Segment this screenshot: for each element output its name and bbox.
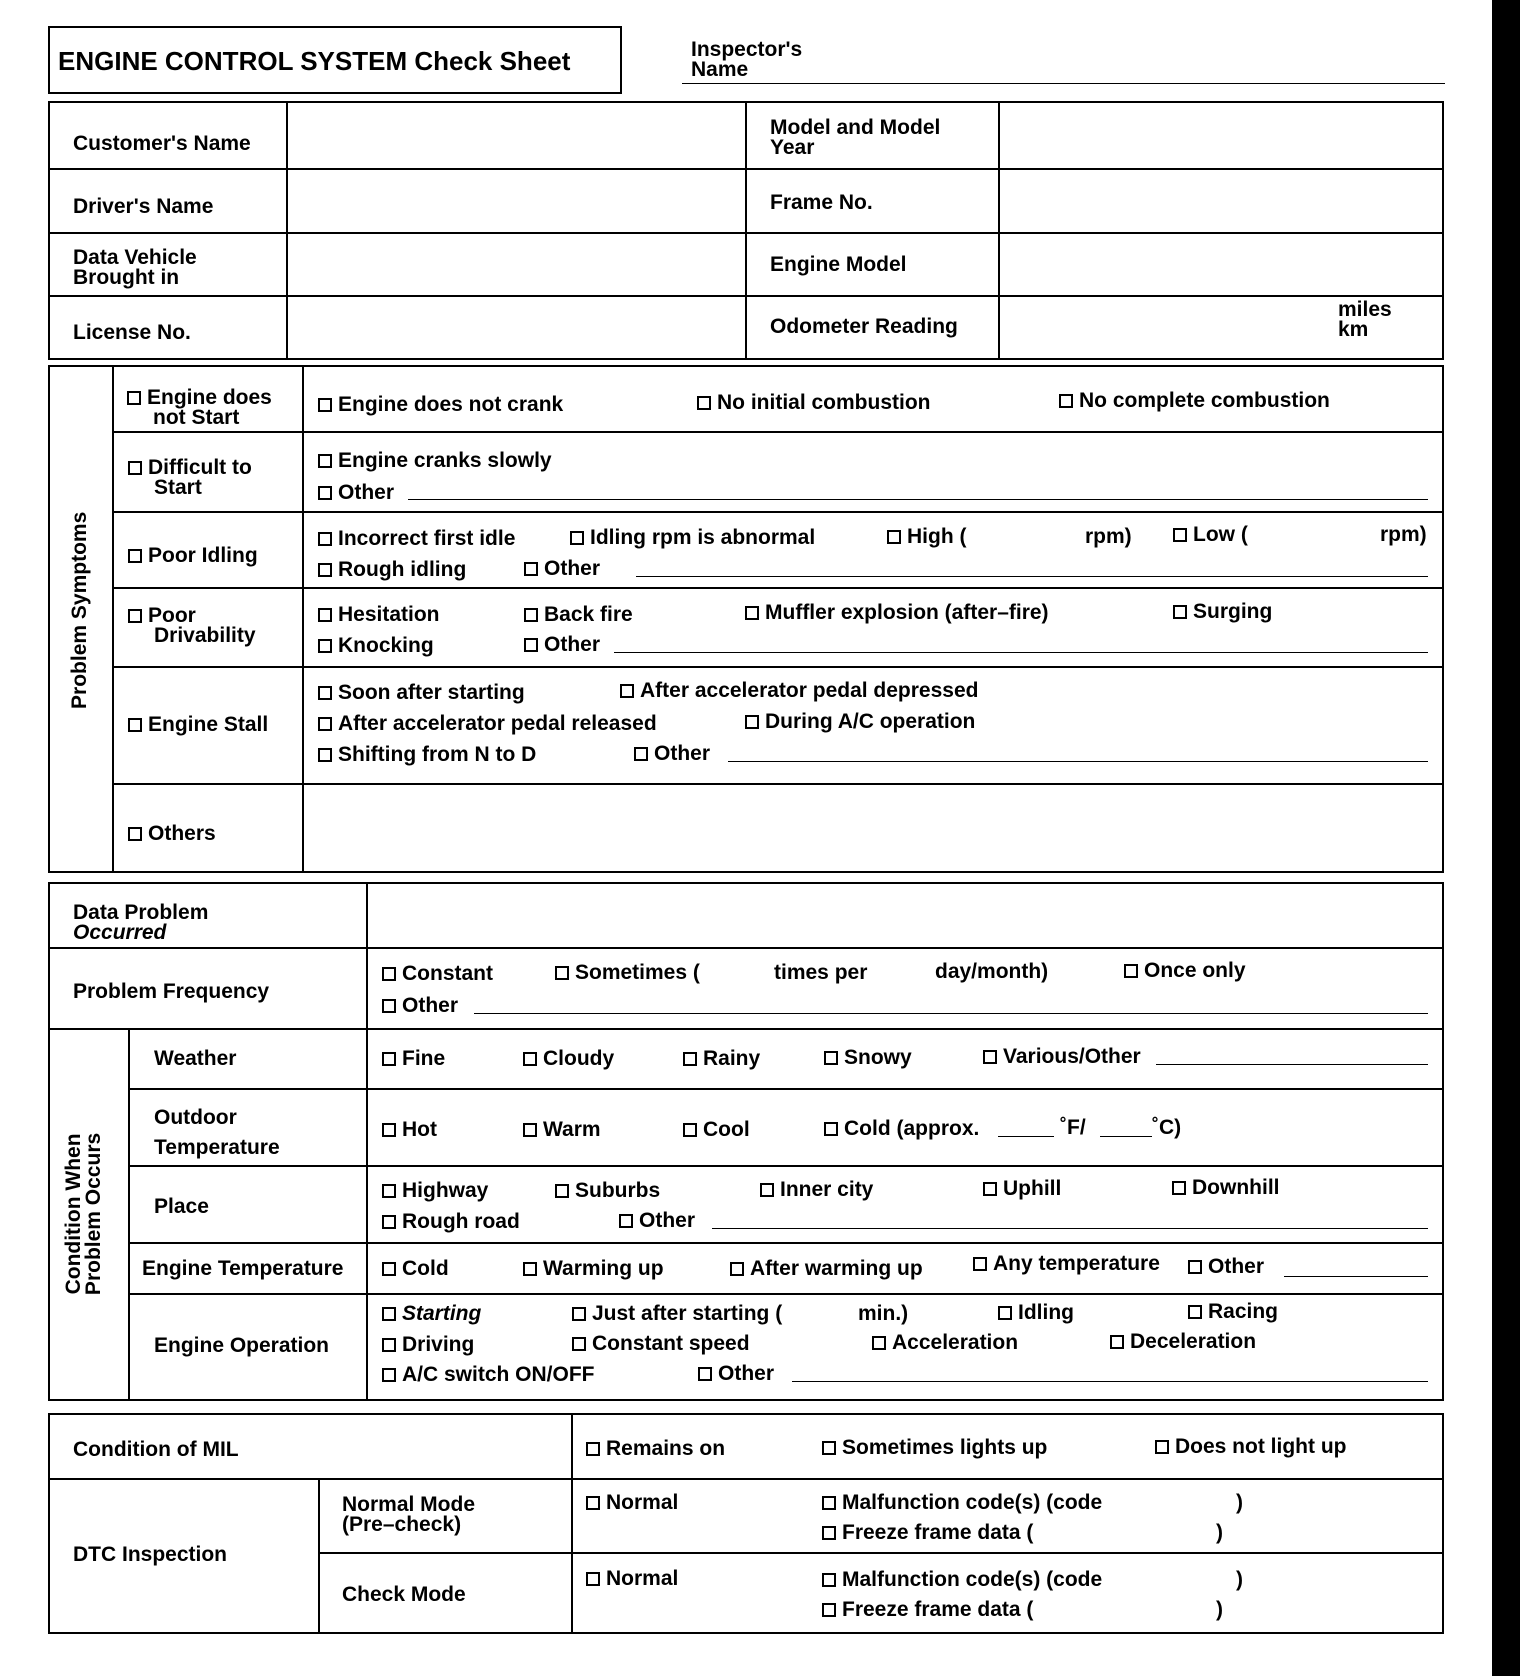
times-per-label: times per: [774, 961, 868, 984]
min-label: min.): [858, 1302, 909, 1325]
knocking-checkbox[interactable]: Knocking: [318, 635, 434, 656]
others-checkbox[interactable]: Others: [128, 823, 216, 844]
does-not-light-up-checkbox[interactable]: Does not light up: [1155, 1436, 1346, 1457]
highway-checkbox[interactable]: Highway: [382, 1180, 488, 1201]
drivers-name-label: Driver's Name: [73, 195, 214, 218]
no-complete-combustion-checkbox[interactable]: No complete combustion: [1059, 390, 1330, 411]
rough-idling-checkbox[interactable]: Rough idling: [318, 559, 466, 580]
condition-of-mil-label: Condition of MIL: [73, 1438, 239, 1461]
difficult-start-other-field[interactable]: [408, 499, 1428, 500]
after-pedal-depressed-checkbox[interactable]: After accelerator pedal depressed: [620, 680, 978, 701]
back-fire-checkbox[interactable]: Back fire: [524, 604, 633, 625]
poor-drivability-other-checkbox[interactable]: Other: [524, 634, 600, 655]
day-month-label: day/month): [935, 960, 1049, 983]
engine-stall-other-field[interactable]: [728, 761, 1428, 762]
problem-frequency-label: Problem Frequency: [73, 980, 270, 1003]
deg-f-label: ˚F/: [1060, 1116, 1086, 1139]
license-no-label: License No.: [73, 321, 191, 344]
engine-stall-checkbox[interactable]: Engine Stall: [128, 714, 268, 735]
poor-idling-other-field[interactable]: [636, 576, 1428, 577]
engine-does-not-start-checkbox[interactable]: Engine does not Start: [127, 388, 272, 428]
engine-temp-other-checkbox[interactable]: Other: [1188, 1256, 1264, 1277]
check-mode-label: Check Mode: [342, 1583, 466, 1606]
difficult-start-other-checkbox[interactable]: Other: [318, 482, 394, 503]
engine-does-not-crank-checkbox[interactable]: Engine does not crank: [318, 394, 563, 415]
low-rpm-unit: rpm): [1380, 523, 1427, 546]
low-rpm-checkbox[interactable]: Low (: [1173, 524, 1248, 545]
weather-label: Weather: [154, 1047, 237, 1070]
inspector-label: Inspector's Name: [691, 38, 803, 81]
cold-approx-checkbox[interactable]: Cold (approx.: [824, 1118, 979, 1139]
check-mode-malfunction-checkbox[interactable]: Malfunction code(s) (code: [822, 1569, 1102, 1590]
dtc-inspection-label: DTC Inspection: [73, 1543, 228, 1566]
cool-checkbox[interactable]: Cool: [683, 1119, 750, 1140]
check-mode-freeze-frame-checkbox[interactable]: Freeze frame data (: [822, 1599, 1033, 1620]
poor-idling-checkbox[interactable]: Poor Idling: [128, 545, 258, 566]
condition-section-label: Condition When Problem Occurs: [62, 1132, 105, 1296]
engine-model-label: Engine Model: [770, 253, 907, 276]
normal-mode-malfunction-close: ): [1236, 1491, 1243, 1514]
surging-checkbox[interactable]: Surging: [1173, 601, 1272, 622]
engine-operation-label: Engine Operation: [154, 1334, 330, 1357]
poor-drivability-other-field[interactable]: [614, 652, 1428, 653]
once-only-checkbox[interactable]: Once only: [1124, 960, 1246, 981]
problem-symptoms-section-label: Problem Symptoms: [68, 511, 92, 709]
hot-checkbox[interactable]: Hot: [382, 1119, 437, 1140]
constant-checkbox[interactable]: Constant: [382, 963, 493, 984]
rainy-checkbox[interactable]: Rainy: [683, 1048, 760, 1069]
poor-drivability-checkbox[interactable]: Poor Drivability: [128, 606, 256, 646]
various-other-checkbox[interactable]: Various/Other: [983, 1046, 1141, 1067]
check-mode-malfunction-close: ): [1236, 1568, 1243, 1591]
downhill-checkbox[interactable]: Downhill: [1172, 1177, 1280, 1198]
odometer-label: Odometer Reading: [770, 315, 958, 338]
snowy-checkbox[interactable]: Snowy: [824, 1047, 912, 1068]
frequency-other-checkbox[interactable]: Other: [382, 995, 458, 1016]
shifting-n-to-d-checkbox[interactable]: Shifting from N to D: [318, 744, 536, 765]
deceleration-checkbox[interactable]: Deceleration: [1110, 1331, 1256, 1352]
data-vehicle-label: Data Vehicle Brought in: [73, 246, 197, 289]
after-pedal-released-checkbox[interactable]: After accelerator pedal released: [318, 713, 657, 734]
various-other-field[interactable]: [1156, 1064, 1428, 1065]
frame-no-label: Frame No.: [770, 191, 873, 214]
sometimes-checkbox[interactable]: Sometimes (: [555, 962, 700, 983]
normal-mode-normal-checkbox[interactable]: Normal: [586, 1492, 678, 1513]
customer-name-label: Customer's Name: [73, 132, 251, 155]
constant-speed-checkbox[interactable]: Constant speed: [572, 1333, 750, 1354]
page-edge-border: [1492, 0, 1520, 1676]
cloudy-checkbox[interactable]: Cloudy: [523, 1048, 614, 1069]
hesitation-checkbox[interactable]: Hesitation: [318, 604, 440, 625]
inner-city-checkbox[interactable]: Inner city: [760, 1179, 873, 1200]
ac-switch-checkbox[interactable]: A/C switch ON/OFF: [382, 1364, 595, 1385]
outdoor-temp-label: Outdoor Temperature: [154, 1106, 280, 1160]
uphill-checkbox[interactable]: Uphill: [983, 1178, 1061, 1199]
temp-f-field[interactable]: [998, 1136, 1054, 1137]
engine-op-other-checkbox[interactable]: Other: [698, 1363, 774, 1384]
after-warming-up-checkbox[interactable]: After warming up: [730, 1258, 923, 1279]
engine-op-other-field[interactable]: [792, 1381, 1428, 1382]
acceleration-checkbox[interactable]: Acceleration: [872, 1332, 1018, 1353]
high-rpm-unit: rpm): [1085, 525, 1132, 548]
muffler-explosion-checkbox[interactable]: Muffler explosion (after–fire): [745, 602, 1049, 623]
warm-checkbox[interactable]: Warm: [523, 1119, 601, 1140]
data-problem-label: Data Problem Occurred: [73, 901, 209, 944]
cold-checkbox[interactable]: Cold: [382, 1258, 449, 1279]
odometer-units: miles km: [1338, 298, 1392, 341]
place-other-checkbox[interactable]: Other: [619, 1210, 695, 1231]
frequency-other-field[interactable]: [474, 1013, 1428, 1014]
engine-temp-other-field[interactable]: [1284, 1276, 1428, 1277]
remains-on-checkbox[interactable]: Remains on: [586, 1438, 725, 1459]
fine-checkbox[interactable]: Fine: [382, 1048, 445, 1069]
driving-checkbox[interactable]: Driving: [382, 1334, 474, 1355]
poor-idling-other-checkbox[interactable]: Other: [524, 558, 600, 579]
normal-mode-label: Normal Mode (Pre–check): [342, 1493, 476, 1536]
engine-cranks-slowly-checkbox[interactable]: Engine cranks slowly: [318, 450, 552, 471]
engine-temperature-label: Engine Temperature: [142, 1257, 344, 1280]
no-initial-combustion-checkbox[interactable]: No initial combustion: [697, 392, 931, 413]
during-ac-checkbox[interactable]: During A/C operation: [745, 711, 975, 732]
place-other-field[interactable]: [712, 1228, 1428, 1229]
difficult-to-start-checkbox[interactable]: Difficult to Start: [128, 458, 252, 498]
idling-rpm-abnormal-checkbox[interactable]: Idling rpm is abnormal: [570, 527, 815, 548]
place-label: Place: [154, 1195, 209, 1218]
inspector-name-field[interactable]: [682, 83, 1445, 84]
racing-checkbox[interactable]: Racing: [1188, 1301, 1278, 1322]
model-year-label: Model and Model Year: [770, 116, 941, 159]
rough-road-checkbox[interactable]: Rough road: [382, 1211, 520, 1232]
warming-up-checkbox[interactable]: Warming up: [523, 1258, 664, 1279]
normal-mode-freeze-frame-checkbox[interactable]: Freeze frame data (: [822, 1522, 1033, 1543]
starting-checkbox[interactable]: Starting: [382, 1303, 481, 1324]
idling-checkbox[interactable]: Idling: [998, 1302, 1074, 1323]
sometimes-lights-up-checkbox[interactable]: Sometimes lights up: [822, 1437, 1047, 1458]
check-mode-normal-checkbox[interactable]: Normal: [586, 1568, 678, 1589]
high-rpm-checkbox[interactable]: High (: [887, 526, 966, 547]
normal-mode-freeze-frame-close: ): [1216, 1521, 1223, 1544]
normal-mode-malfunction-checkbox[interactable]: Malfunction code(s) (code: [822, 1492, 1102, 1513]
any-temperature-checkbox[interactable]: Any temperature: [973, 1253, 1160, 1274]
soon-after-starting-checkbox[interactable]: Soon after starting: [318, 682, 525, 703]
engine-stall-other-checkbox[interactable]: Other: [634, 743, 710, 764]
deg-c-label: ˚C): [1152, 1116, 1182, 1139]
just-after-starting-checkbox[interactable]: Just after starting (: [572, 1303, 782, 1324]
incorrect-first-idle-checkbox[interactable]: Incorrect first idle: [318, 528, 515, 549]
page-title: ENGINE CONTROL SYSTEM Check Sheet: [58, 46, 571, 76]
suburbs-checkbox[interactable]: Suburbs: [555, 1180, 660, 1201]
check-mode-freeze-frame-close: ): [1216, 1598, 1223, 1621]
temp-c-field[interactable]: [1100, 1136, 1152, 1137]
